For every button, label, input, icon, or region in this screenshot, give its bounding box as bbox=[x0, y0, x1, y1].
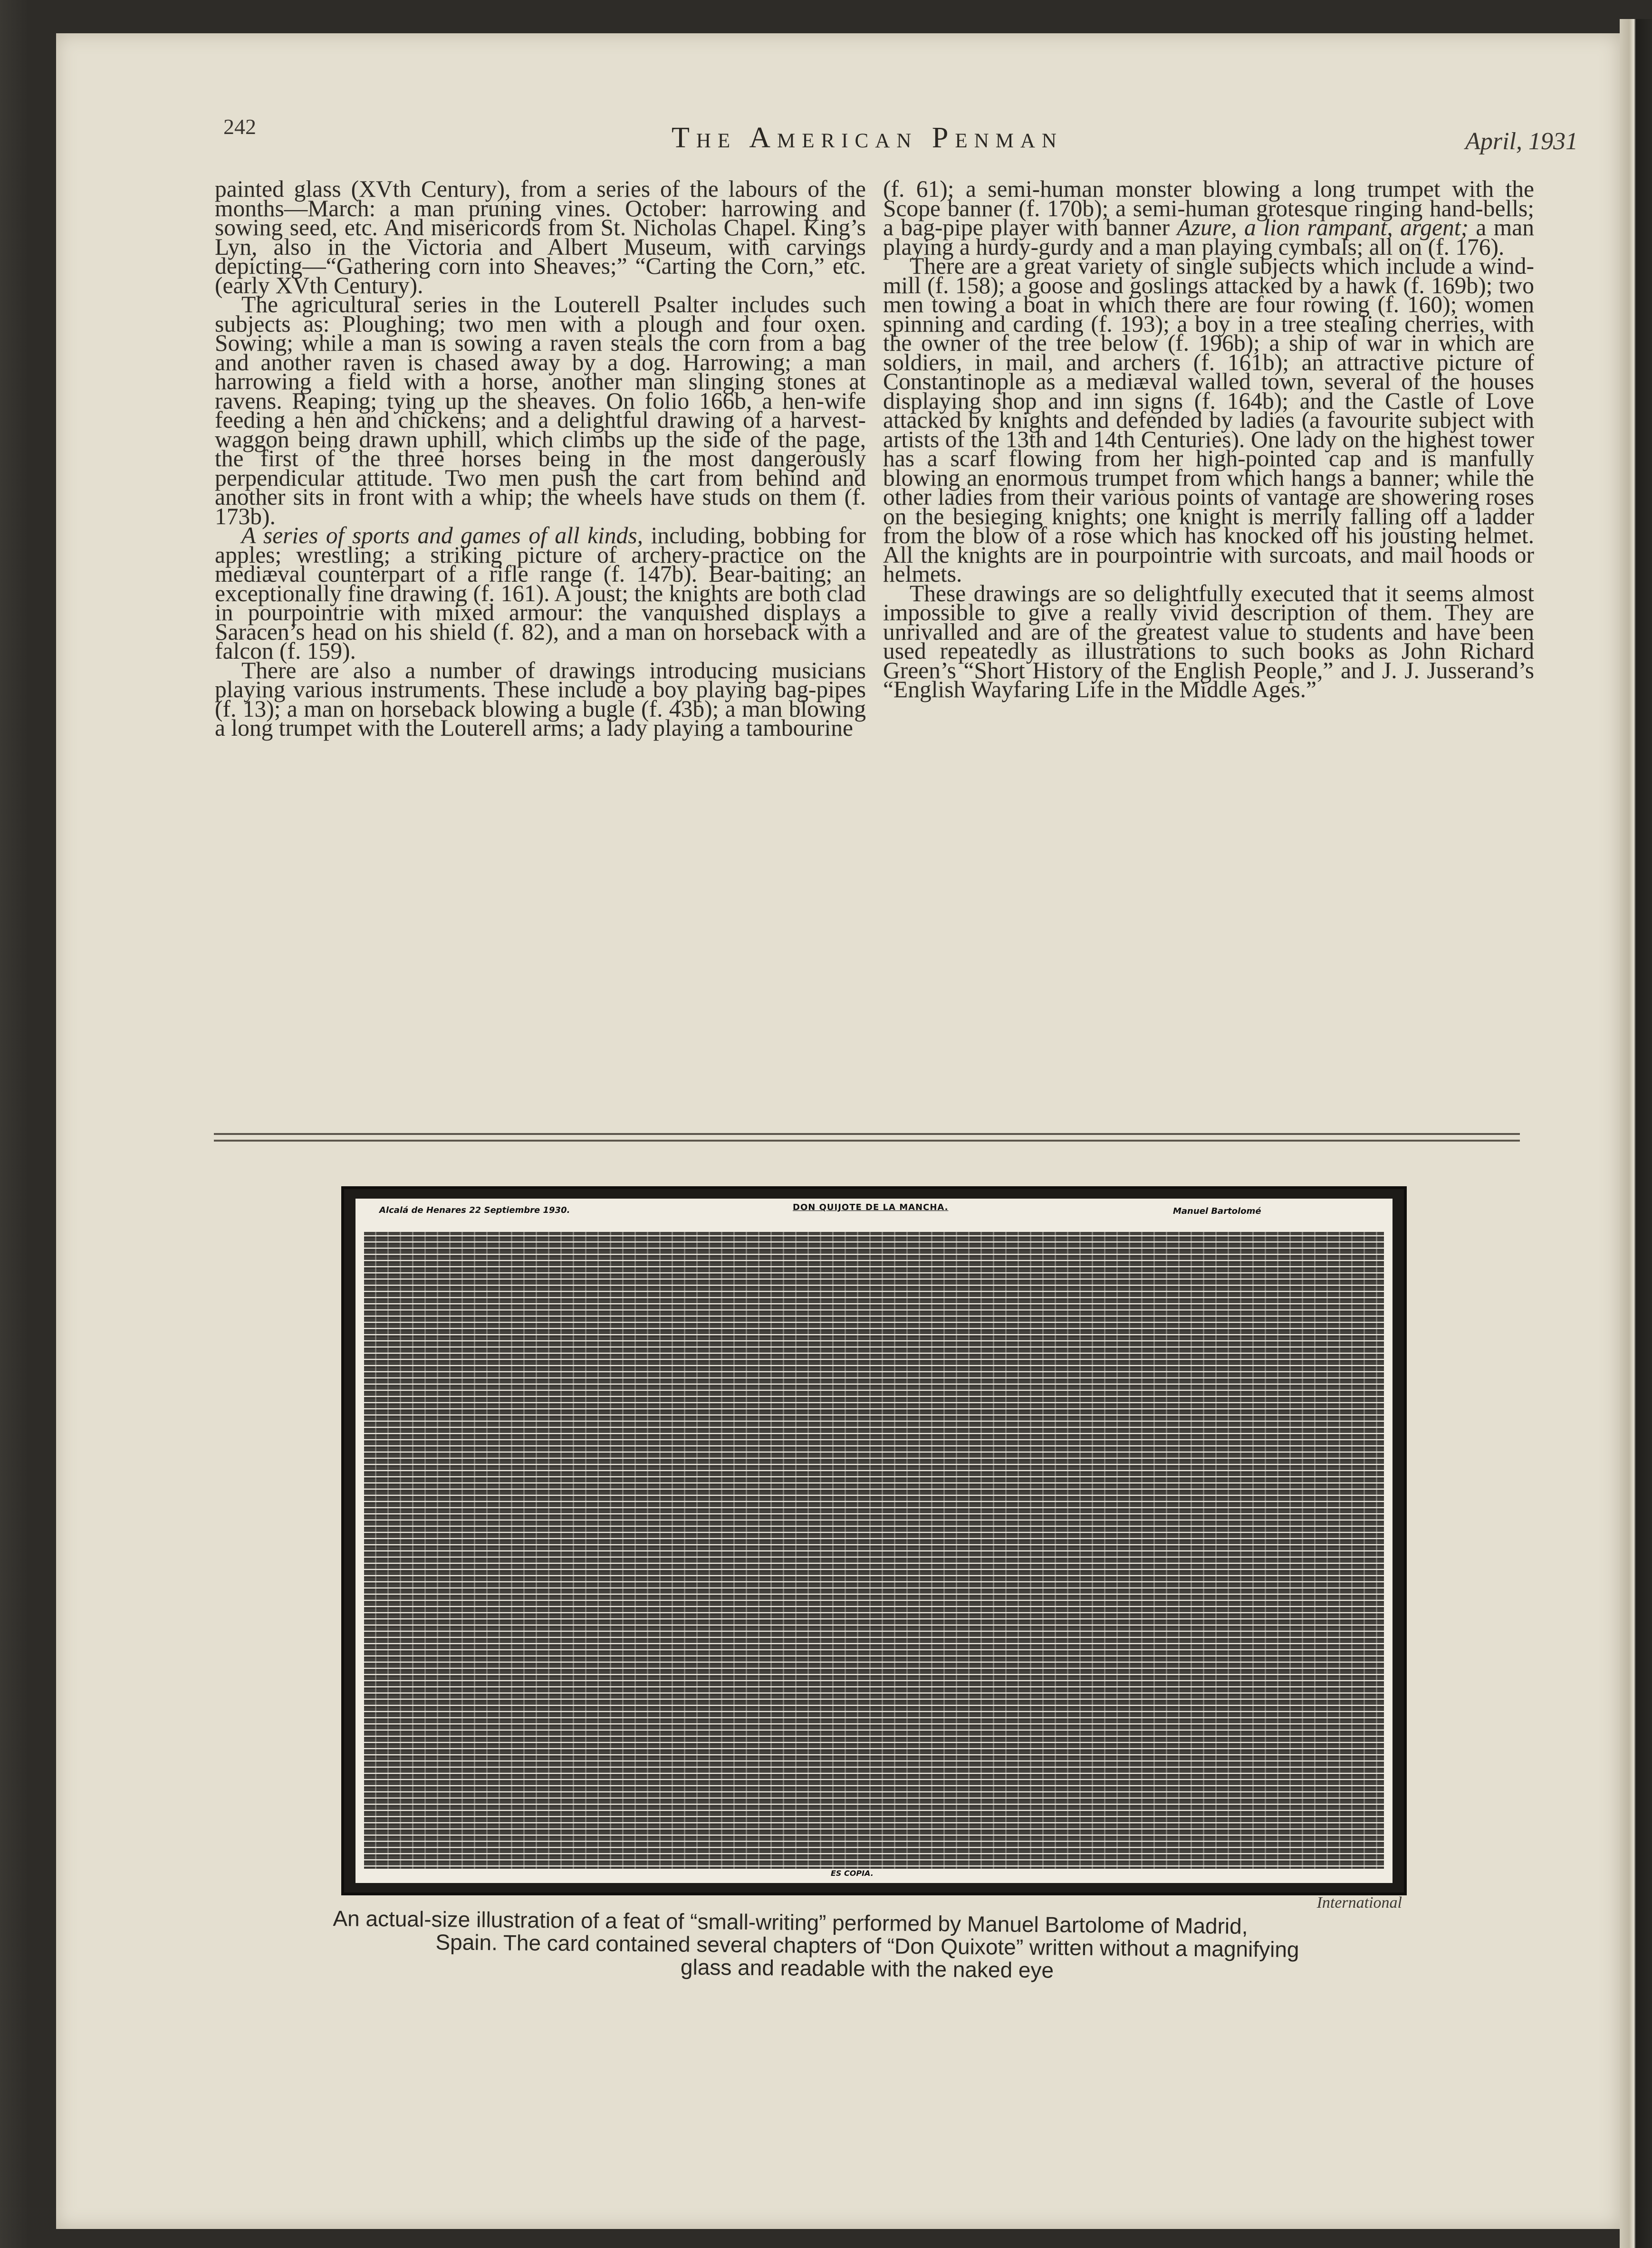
divider-rule bbox=[214, 1133, 1520, 1135]
figure-frame bbox=[341, 1186, 1407, 1895]
caption-line: An actual-size illustration of a feat of “small-writing” performed by Manuel Bartolome of Madrid, bbox=[333, 1906, 1248, 1939]
page-header bbox=[0, 0, 1652, 190]
italic-phrase: Azure, a lion rampant, argent; bbox=[1177, 214, 1469, 240]
page-edge bbox=[1620, 19, 1652, 2248]
paragraph: There are a great variety of single subjects which include a wind-mill (f. 158); a goose and goslings attacked by a hawk (f. 169b); two men towing a boat in which there are four rowing (f. 160); women spinning and carding (f. 193); a boy in a tree stealing cherries, with the owner of the tree below (f. 196b); a ship of war in which are soldiers, in mail, and archers (f. 161b); an attractive picture of Constantinople as a mediæval walled town, several of the houses displaying shop and inn signs (f. 164b); and the Castle of Love attacked by knights and defended by ladies (a favourite subject with artists of the 13th and 14th Centuries). One lady on the highest tower has a scarf flowing from her high-pointed cap and is manfully blowing an enormous trumpet from which hangs a banner; while the other ladies from their various points of vantage are showering roses on the besieging knights; one knight is merrily falling off a ladder from the blow of a rose which has knocked off his jousting helmet. All the knights are in pourpointrie with surcoats, and mail hoods or helmets. bbox=[883, 253, 1534, 587]
card-place-date: Alcalá de Henares 22 Septiembre 1930. bbox=[379, 1205, 570, 1215]
left-column bbox=[215, 176, 866, 741]
paragraph bbox=[215, 522, 866, 664]
running-title: The American Penman bbox=[672, 122, 1063, 154]
italic-phrase: A series of sports and games of all kinds, bbox=[241, 522, 644, 548]
paragraph: painted glass (XVth Century), from a series of the labours of the months—March: a man pruning vines. October: harrowing and sowing seed, etc. And misericords from St. Nicholas Chapel. King’s Lyn, also in the Victoria and Albert Museum, with carvings depicting—“Gathering corn into Sheaves;” “Carting the Corn,” etc. (early XVth Century). bbox=[215, 176, 866, 298]
paragraph: The agricultural series in the Louterell Psalter includes such subjects as: Ploughing; two men with a plough and four oxen. Sowing; while a man is sowing a raven steals the corn from a bag and another raven is chased away by a dog. Harrowing; a man harrowing a field with a horse, another man slinging stones at ravens. Reaping; tying up the sheaves. On folio 166b, a hen-wife feeding a hen and chickens; and a delightful drawing of a harvest-waggon being drawn uphill, which climbs up the side of the page, the first of the three horses being in the most dangerously perpendicular attitude. Two men push the cart from behind and another sits in front with a whip; the wheels have studs on them (f. 173b). bbox=[215, 291, 866, 529]
divider-rule bbox=[214, 1140, 1520, 1142]
card-title: DON QUIJOTE DE LA MANCHA. bbox=[793, 1202, 949, 1212]
issue-date: April, 1931 bbox=[1465, 128, 1578, 155]
card-signature: Manuel Bartolomé bbox=[1173, 1206, 1261, 1216]
card-heading bbox=[355, 1199, 1393, 1232]
caption-line: Spain. The card contained several chapters of “Don Quixote” written without a magnifying bbox=[435, 1930, 1299, 1962]
right-column bbox=[883, 176, 1534, 702]
paragraph bbox=[883, 176, 1534, 260]
micro-writing-lines bbox=[364, 1232, 1384, 1869]
page-number: 242 bbox=[223, 115, 256, 139]
paragraph-text: a man playing a hurdy-gurdy and a man playing cymbals; all on (f. 176). bbox=[883, 214, 1534, 260]
figure-caption bbox=[332, 1907, 1402, 1985]
caption-line: glass and readable with the naked eye bbox=[680, 1954, 1054, 1983]
photo-credit: International bbox=[1316, 1894, 1402, 1912]
small-writing-card bbox=[355, 1199, 1393, 1883]
paragraph-text: (f. 61); a semi-human monster blowing a long trumpet with the Scope banner (f. 170b); a semi-human grotesque ringing hand-bells; a bag-pipe player with banner bbox=[883, 176, 1534, 240]
paragraph-text: including, bobbing for apples; wrestling; a striking picture of archery-practice on the mediæval counterpart of a rifle range (f. 147b). Bear-baiting; an exceptionally fine drawing (f. 161). A joust; the knights are both clad in pourpointrie with mixed armour: the vanquished displays a Saracen’s head on his shield (f. 82), and a man on horseback with a falcon (f. 159). bbox=[215, 522, 866, 664]
paragraph: There are also a number of drawings introducing musicians playing various instruments. These include a boy playing bag-pipes (f. 13); a man on horseback blowing a bugle (f. 43b); a man blowing a long trumpet with the Louterell arms; a lady playing a tambourine bbox=[215, 657, 866, 741]
paragraph: These drawings are so delightfully executed that it seems almost impossible to give a really vivid description of them. They are unrivalled and are of the greatest value to students and have been used repeatedly as illustrations to such books as John Richard Green’s “Short History of the English People,” and J. J. Jusserand’s “English Wayfaring Life in the Middle Ages.” bbox=[883, 580, 1534, 702]
card-end-mark: ES COPIA. bbox=[831, 1869, 874, 1878]
